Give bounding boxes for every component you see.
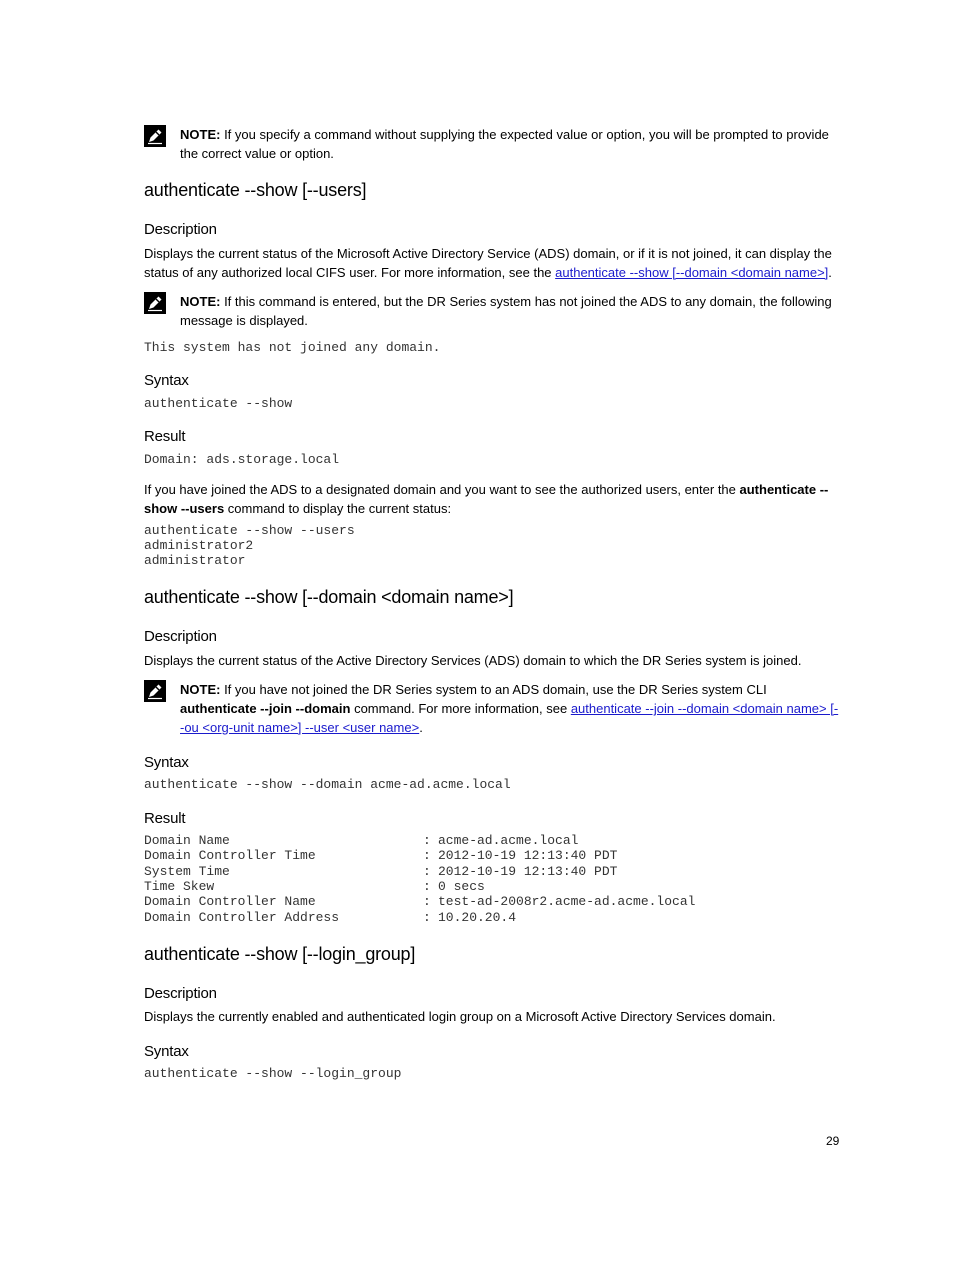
note-text-end: . (419, 720, 423, 735)
syntax-heading: Syntax (144, 372, 189, 389)
description-heading: Description (144, 628, 217, 645)
note-prompt-missing-value (180, 125, 840, 163)
code-syntax-login-group: authenticate --show --login_group (144, 1066, 402, 1081)
syntax-heading: Syntax (144, 1043, 189, 1060)
code-syntax-show-domain: authenticate --show --domain acme-ad.acme.local (144, 777, 511, 792)
result-row-sep: : (423, 910, 431, 925)
section-title-show-login-group: authenticate --show [--login_group] (144, 944, 416, 964)
result-row-value: 10.20.20.4 (438, 910, 517, 925)
result-heading: Result (144, 810, 186, 827)
note-pencil-icon (144, 680, 166, 702)
note-pencil-icon (144, 125, 166, 147)
note-text: If you specify a command without supplying the expected value or option, you will be prompted to provide the correct value or option. (180, 127, 829, 161)
description-text: Displays the current status of the Active Directory Services (ADS) domain to which the DR Series system is joined. (144, 653, 802, 668)
code-users-line: administrator (144, 553, 246, 568)
result-row-value: 2012-10-19 12:13:40 PDT (438, 864, 618, 879)
description-end: . (828, 265, 832, 280)
result-row-key: Domain Controller Address (144, 910, 340, 925)
code-syntax-show: authenticate --show (144, 396, 293, 411)
note-label: NOTE: (180, 682, 221, 697)
code-users-line: administrator2 (144, 538, 254, 553)
note-label: NOTE: (180, 294, 221, 309)
link-join-domain[interactable]: authenticate --join --domain <domain name> [--ou <org-unit name>] --user <user name> (180, 701, 839, 735)
users-command: authenticate --show --users (144, 482, 829, 516)
result-row-value: acme-ad.acme.local (438, 833, 579, 848)
result-row-sep: : (423, 879, 431, 894)
code-not-joined-message: This system has not joined any domain. (144, 340, 441, 355)
result-row-value: test-ad-2008r2.acme-ad.acme.local (438, 894, 696, 909)
result-row-sep: : (423, 864, 431, 879)
description-body: Displays the current status of the Microsoft Active Directory Service (ADS) domain, or if it is not joined, it can display the status of any authorized local CIFS user. For more information, see the (144, 246, 832, 280)
note-text: If you have not joined the DR Series system to an ADS domain, use the DR Series system CLI (220, 682, 767, 697)
users-instruction-text (144, 480, 844, 518)
page-number: 29 (826, 1134, 840, 1148)
result-row-key: Domain Controller Name (144, 894, 316, 909)
code-result-domain: Domain: ads.storage.local (144, 452, 340, 467)
section-title-show-users: authenticate --show [--users] (144, 180, 367, 200)
users-text-a: If you have joined the ADS to a designated domain and you want to see the authorized users, enter the (144, 482, 740, 497)
result-heading: Result (144, 428, 186, 445)
description-heading: Description (144, 985, 217, 1002)
users-text-b: command to display the current status: (224, 501, 452, 516)
code-users-line: authenticate --show --users (144, 523, 355, 538)
syntax-heading: Syntax (144, 754, 189, 771)
result-row-sep: : (423, 894, 431, 909)
note-pencil-icon (144, 292, 166, 314)
note-not-joined (180, 292, 840, 330)
note-text: If this command is entered, but the DR Series system has not joined the ADS to any domain, the following message is displayed. (180, 294, 832, 328)
result-row-sep: : (423, 833, 431, 848)
note-text: command. For more information, see (350, 701, 571, 716)
link-show-domain[interactable]: authenticate --show [--domain <domain name>] (555, 265, 829, 280)
note-command: authenticate --join --domain (180, 701, 351, 716)
result-row-key: Domain Name (144, 833, 230, 848)
result-row-sep: : (423, 848, 431, 863)
result-row-key: Domain Controller Time (144, 848, 316, 863)
result-row-value: 2012-10-19 12:13:40 PDT (438, 848, 618, 863)
result-row-key: Time Skew (144, 879, 215, 894)
note-label: NOTE: (180, 127, 221, 142)
result-row-key: System Time (144, 864, 230, 879)
note-join-domain (180, 680, 840, 737)
description-heading: Description (144, 221, 217, 238)
description-text (144, 244, 844, 282)
result-row-value: 0 secs (438, 879, 485, 894)
section-title-show-domain: authenticate --show [--domain <domain name>] (144, 587, 514, 607)
description-text: Displays the currently enabled and authenticated login group on a Microsoft Active Directory Services domain. (144, 1009, 776, 1024)
